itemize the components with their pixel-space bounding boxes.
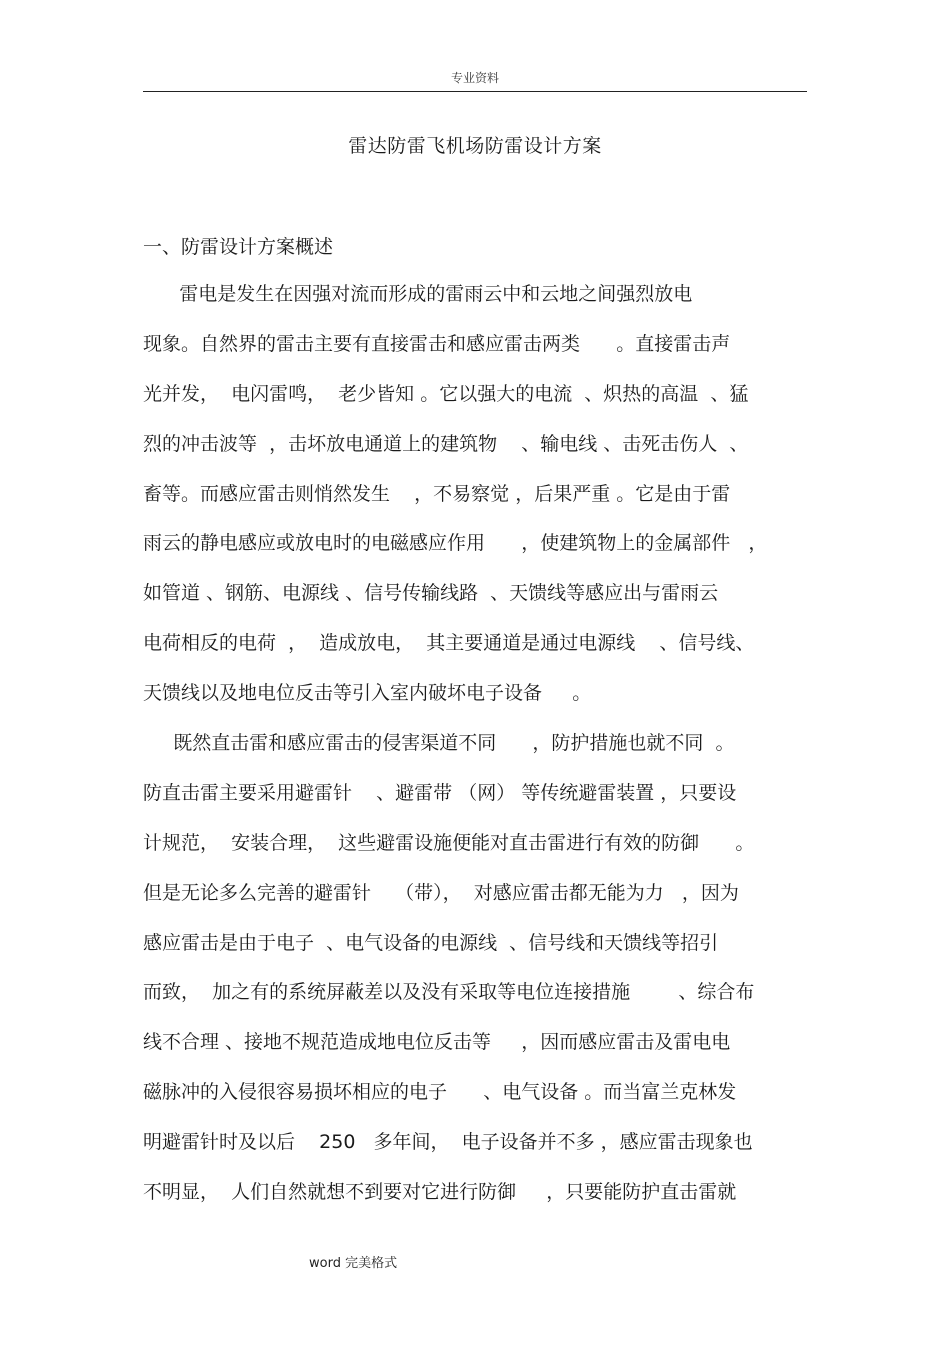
body-line: 如管道 、钢筋、电源线 、信号传输线路 、天馈线等感应出与雷雨云 — [143, 582, 719, 605]
body-line: 既然直击雷和感应雷击的侵害渠道不同 ，防护措施也就不同 。 — [143, 732, 735, 755]
body-line: 烈的冲击波等 ，击坏放电通道上的建筑物 、输电线 、击死击伤人 、 — [143, 432, 749, 455]
body-line: 不明显， 人们自然就想不到要对它进行防御 ，只要能防护直击雷就 — [143, 1181, 737, 1204]
body-line: 但是无论多么完善的避雷针 （带）， 对感应雷击都无能为力 ，因为 — [143, 881, 739, 904]
body-line: 防直击雷主要采用避雷针 、避雷带 （网） 等传统避雷装置 ，只要设 — [143, 781, 737, 804]
body-line: 计规范， 安装合理， 这些避雷设施便能对直击雷进行有效的防御 。 — [143, 831, 755, 854]
body-line: 而致， 加之有的系统屏蔽差以及没有采取等电位连接措施 、综合布 — [143, 981, 755, 1004]
body-line: 感应雷击是由于电子 、电气设备的电源线 、信号线和天馈线等招引 — [143, 931, 719, 954]
body-line: 磁脉冲的入侵很容易损坏相应的电子 、电气设备 。而当富兰克林发 — [143, 1081, 737, 1104]
body-line: 畜等。而感应雷击则悄然发生 ，不易察觉 ，后果严重 。它是由于雷 — [143, 482, 731, 505]
section-heading: 一、防雷设计方案概述 — [143, 236, 334, 258]
body-line: 电荷相反的电荷 ， 造成放电， 其主要通道是通过电源线 、信号线、 — [143, 632, 755, 655]
body-line: 雨云的静电感应或放电时的电磁感应作用 ，使建筑物上的金属部件 ， — [143, 532, 768, 555]
body-line: 光并发， 电闪雷鸣， 老少皆知 。它以强大的电流 、炽热的高温 、猛 — [143, 382, 749, 405]
body-line: 现象。自然界的雷击主要有直接雷击和感应雷击两类 。直接雷击声 — [143, 332, 731, 355]
body-line: 天馈线以及地电位反击等引入室内破坏电子设备 。 — [143, 682, 592, 705]
page-header: 专业资料 — [450, 71, 499, 85]
body-line: 雷电是发生在因强对流而形成的雷雨云中和云地之间强烈放电 — [143, 283, 693, 305]
document-title: 雷达防雷飞机场防雷设计方案 — [348, 135, 602, 157]
header-divider — [143, 91, 807, 92]
body-line: 明避雷针时及以后 250 多年间， 电子设备并不多 ，感应雷击现象也 — [143, 1131, 753, 1154]
body-text — [143, 279, 823, 1227]
body-line: 线不合理 、接地不规范造成地电位反击等 ，因而感应雷击及雷电电 — [143, 1031, 731, 1054]
page-footer: word 完美格式 — [309, 1256, 398, 1271]
